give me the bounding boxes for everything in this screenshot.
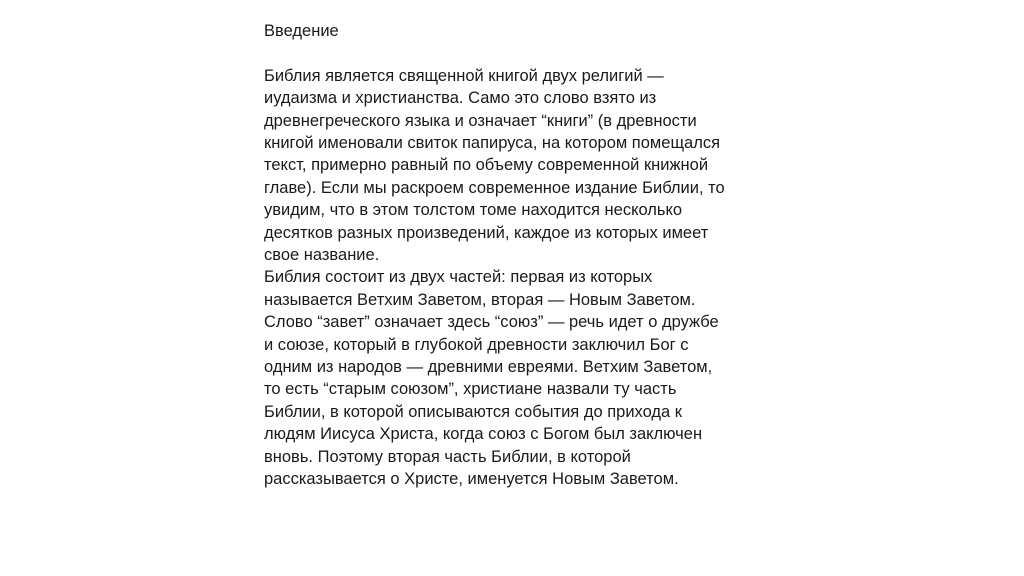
text-block bbox=[264, 20, 784, 491]
paragraph-line: десятков разных произведений, каждое из которых имеет bbox=[264, 223, 709, 242]
paragraph-line: древнегреческого языка и означает “книги” (в древности bbox=[264, 111, 697, 130]
paragraph-line: вновь. Поэтому вторая часть Библии, в которой bbox=[264, 447, 631, 466]
paragraph-line: рассказывается о Христе, именуется Новым Заветом. bbox=[264, 470, 679, 489]
paragraph-line: то есть “старым союзом”, христиане назвали ту часть bbox=[264, 380, 677, 399]
paragraph-line: и союзе, который в глубокой древности заключил Бог с bbox=[264, 335, 689, 354]
paragraph-line: Слово “завет” означает здесь “союз” — речь идет о дружбе bbox=[264, 313, 719, 332]
blank-line bbox=[264, 42, 784, 64]
paragraph-1 bbox=[264, 65, 784, 267]
paragraph-line: главе). Если мы раскроем современное издание Библии, то bbox=[264, 178, 725, 197]
paragraph-line: Библия является священной книгой двух религий — bbox=[264, 66, 664, 85]
paragraph-line: называется Ветхим Заветом, вторая — Новым Заветом. bbox=[264, 290, 696, 309]
paragraph-line: иудаизма и христианства. Само это слово взято из bbox=[264, 89, 657, 108]
paragraph-2 bbox=[264, 266, 784, 490]
paragraph-line: увидим, что в этом толстом томе находится несколько bbox=[264, 201, 683, 220]
paragraph-line: Библии, в которой описываются события до прихода к bbox=[264, 402, 683, 421]
heading: Введение bbox=[264, 22, 339, 40]
paragraph-line: Библия состоит из двух частей: первая из которых bbox=[264, 268, 653, 287]
paragraph-line: свое название. bbox=[264, 246, 380, 265]
paragraph-line: книгой именовали свиток папируса, на котором помещался bbox=[264, 134, 721, 153]
paragraph-line: текст, примерно равный по объему современной книжной bbox=[264, 156, 709, 175]
paragraph-line: людям Иисуса Христа, когда союз с Богом был заключен bbox=[264, 425, 703, 444]
paragraph-line: одним из народов — древними евреями. Ветхим Заветом, bbox=[264, 358, 713, 377]
